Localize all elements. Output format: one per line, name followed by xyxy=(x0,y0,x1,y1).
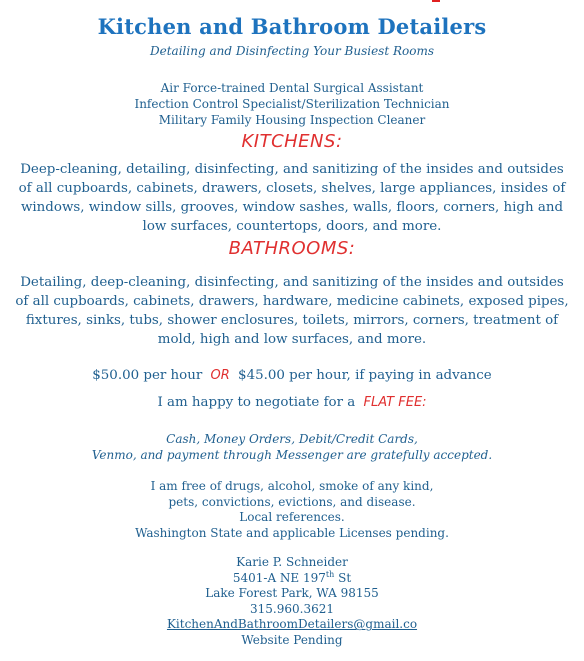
payment-line: Cash, Money Orders, Debit/Credit Cards, xyxy=(166,432,418,446)
credentials-block xyxy=(0,80,584,128)
payment-methods xyxy=(0,431,584,463)
contact-name: Karie P. Schneider xyxy=(236,555,348,569)
address-street: 5401-A NE 197 xyxy=(232,570,326,585)
about-block xyxy=(0,479,584,541)
negotiate-line xyxy=(0,395,584,410)
page-title: Kitchen and Bathroom Detailers xyxy=(97,14,487,39)
about-line: pets, convictions, evictions, and disease. xyxy=(168,494,416,509)
bathrooms-heading: BATHROOMS: xyxy=(228,238,356,259)
top-edge-mark xyxy=(432,0,440,2)
about-line: I am free of drugs, alcohol, smoke of any kind, xyxy=(150,479,434,493)
bathrooms-description: Detailing, deep-cleaning, disinfecting, and sanitizing of the insides and outsides of all cupboards, cabinets, drawers, hardware, medicine cabinets, exposed pipes, fixtures, sinks, tubs, shower enclosures, toilets, mirrors, corners, treatment of mold, high and low surfaces, and more. xyxy=(15,275,569,347)
pricing-line xyxy=(0,368,584,383)
about-line: Local references. xyxy=(239,510,345,525)
page-subtitle: Detailing and Disinfecting Your Busiest Rooms xyxy=(150,44,434,58)
credential-line: Military Family Housing Inspection Cleaner xyxy=(158,113,426,127)
kitchens-heading: KITCHENS: xyxy=(241,131,343,152)
flat-fee-label: FLAT FEE: xyxy=(363,395,427,410)
contact-email-link[interactable]: KitchenAndBathroomDetailers@gmail.co xyxy=(166,617,418,632)
hourly-rate: $50.00 per hour xyxy=(92,368,203,383)
advance-rate: $45.00 per hour, if paying in advance xyxy=(238,368,492,383)
address-street-suffix: St xyxy=(334,570,352,585)
about-line: Washington State and applicable Licenses pending. xyxy=(135,525,449,540)
contact-block xyxy=(0,555,584,649)
credential-line: Air Force-trained Dental Surgical Assistant xyxy=(160,81,424,95)
kitchens-description: Deep-cleaning, detailing, disinfecting, and sanitizing of the insides and outsides of all cupboards, cabinets, drawers, closets, shelves, large appliances, insides of windows, window sills, grooves, window sashes, walls, floors, corners, high and low surfaces, countertops, doors, and more. xyxy=(18,162,566,234)
contact-address xyxy=(0,571,584,587)
or-separator: OR xyxy=(210,368,230,383)
negotiate-text: I am happy to negotiate for a xyxy=(157,395,356,410)
contact-city: Lake Forest Park, WA 98155 xyxy=(205,586,379,601)
payment-line: Venmo, and payment through Messenger are gratefully accepted. xyxy=(91,448,493,462)
contact-phone: 315.960.3621 xyxy=(250,601,334,616)
contact-website: Website Pending xyxy=(241,632,343,647)
credential-line: Infection Control Specialist/Sterilization Technician xyxy=(134,97,450,111)
address-ordinal: th xyxy=(325,569,335,579)
